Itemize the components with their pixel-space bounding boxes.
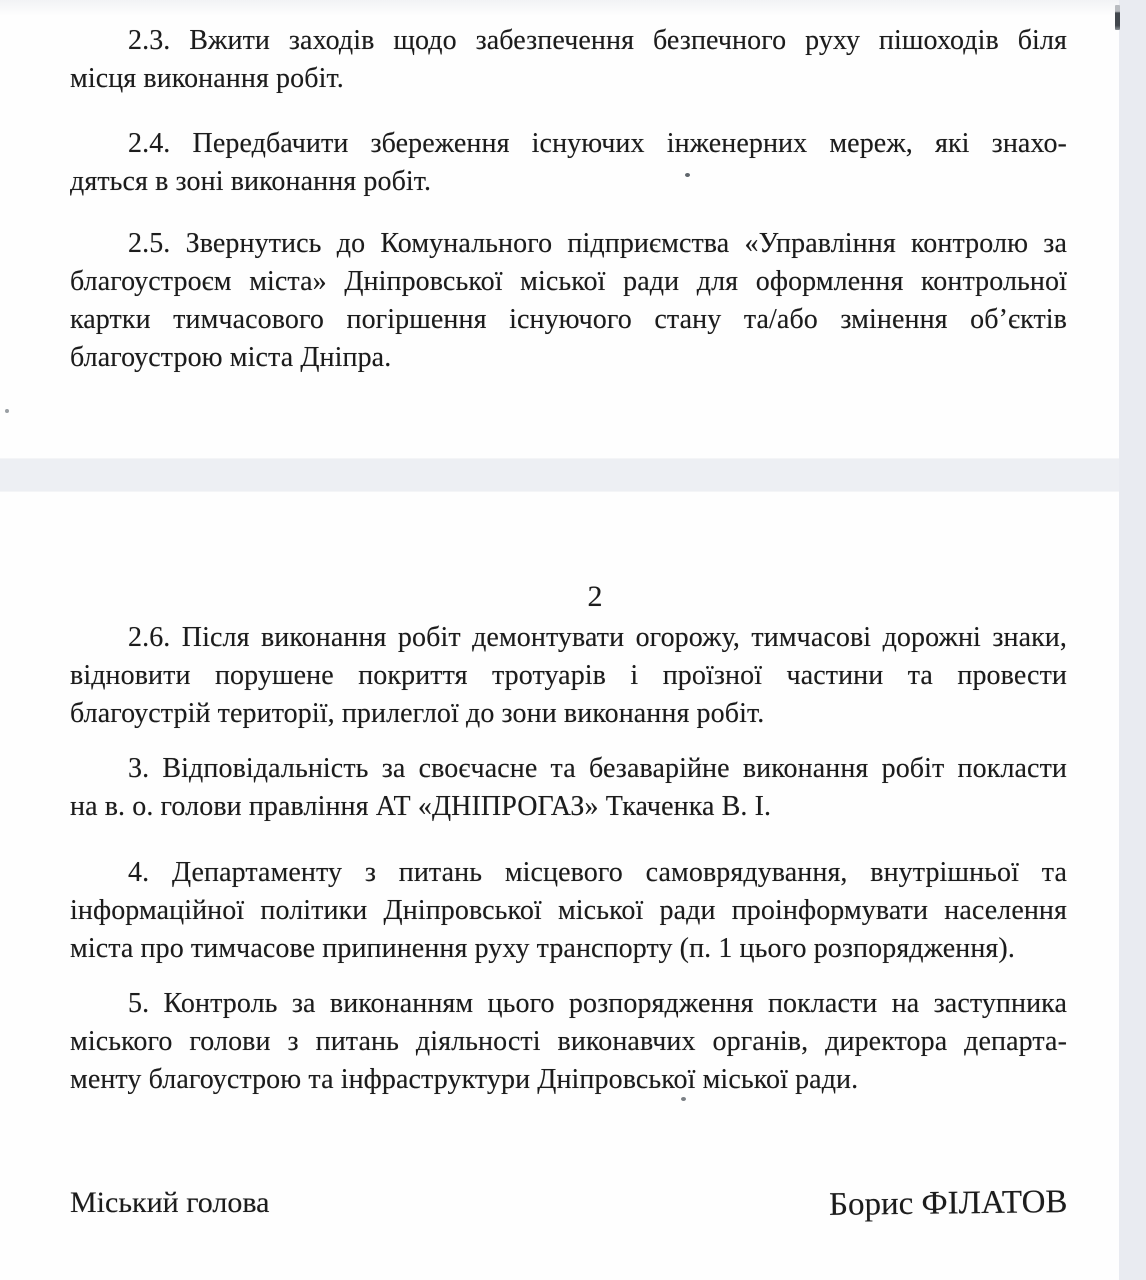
text-line: благоустроєм міста» Дніпровської міської ради для оформлення контрольної [70, 266, 1067, 297]
paragraph-5 [70, 985, 1067, 1099]
text-line: 2.6. Після виконання робіт демонтувати огорожу, тимчасові дорожні знаки, [128, 622, 1067, 653]
text-line: 2.5. Звернутись до Комунального підприємства «Управління контролю за [128, 228, 1067, 259]
text-line: 3. Відповідальність за своєчасне та безаварійне виконання робіт покласти [128, 753, 1067, 784]
text-line: дяться в зоні виконання робіт. [70, 166, 432, 197]
signature-role: Міський голова [70, 1186, 270, 1219]
paragraph-2-3 [70, 22, 1067, 98]
text-line: 2.3. Вжити заходів щодо забезпечення безпечного руху пішоходів біля [128, 25, 1067, 56]
text-line: місця виконання робіт. [70, 63, 344, 94]
text-line: 2.4. Передбачити збереження існуючих інженерних мереж, які знахо- [128, 128, 1067, 159]
page-separator-band [0, 458, 1146, 492]
text-line: благоустрою міста Дніпра. [70, 342, 392, 373]
scan-artifact-dot [5, 409, 9, 413]
text-line: відновити порушене покриття тротуарів і проїзної частини та провести [70, 660, 1067, 691]
right-gutter [1119, 0, 1146, 1280]
text-line: картки тимчасового погіршення існуючого стану та/або змінення об’єктів [70, 304, 1067, 335]
paragraph-2-5 [70, 225, 1067, 377]
text-line: на в. о. голови правління АТ «ДНІПРОГАЗ» Ткаченка В. І. [70, 791, 772, 822]
page-number: 2 [587, 580, 603, 613]
text-line: міста про тимчасове припинення руху транспорту (п. 1 цього розпорядження). [70, 933, 1015, 964]
text-line: інформаційної політики Дніпровської міської ради проінформувати населення [70, 895, 1067, 926]
signature-row [70, 1184, 1067, 1221]
text-line: благоустрій території, прилеглої до зони виконання робіт. [70, 698, 765, 729]
paragraph-4 [70, 854, 1067, 968]
paragraph-2-4 [70, 125, 1067, 201]
paragraph-2-6 [70, 619, 1067, 733]
text-line: міського голови з питань діяльності виконавчих органів, директора департа- [70, 1026, 1067, 1057]
text-line: менту благоустрою та інфраструктури Дніпровської міської ради. [70, 1064, 859, 1095]
text-line: 5. Контроль за виконанням цього розпорядження покласти на заступника [128, 988, 1067, 1019]
text-line: 4. Департаменту з питань місцевого самоврядування, внутрішньої та [128, 857, 1067, 888]
signature-name: Борис ФІЛАТОВ [828, 1184, 1068, 1223]
paragraph-3 [70, 750, 1067, 826]
scan-top-shading [0, 0, 1146, 16]
